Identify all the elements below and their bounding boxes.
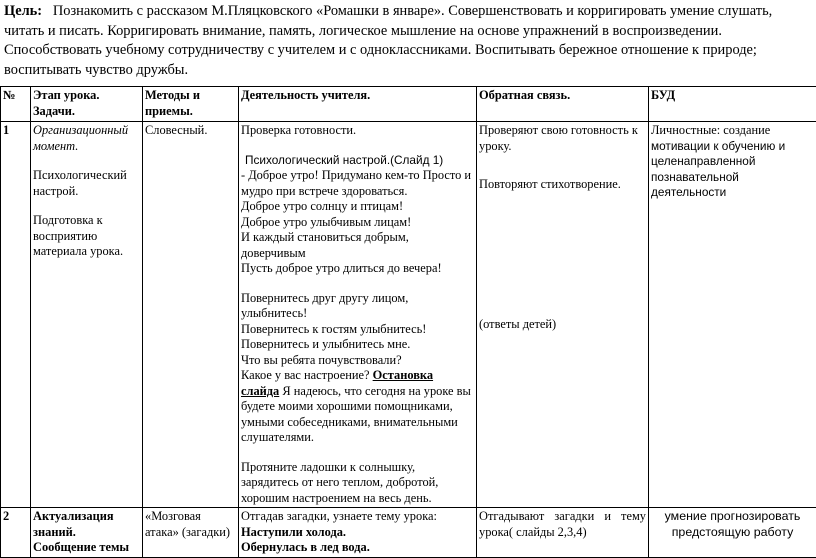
table-row <box>1 122 816 508</box>
teacher-line: Повернитесь к гостям улыбнитесь! <box>241 322 474 338</box>
row1-bud <box>649 122 816 508</box>
teacher-line: Пусть доброе утро длиться до вечера! <box>241 261 474 277</box>
goal-text-1: Познакомить с рассказом М.Пляцковского «Ромашки в январе». Совершенствовать и корригировать умение слушать, читать и писать. <box>4 3 772 39</box>
teacher-line: Доброе утро солнцу и птицам! <box>241 199 474 215</box>
header-teacher: Деятельность учителя. <box>239 87 477 122</box>
table-row <box>1 508 816 558</box>
teacher-line: Повернитесь и улыбнитесь мне. <box>241 337 474 353</box>
row1-num: 1 <box>1 122 31 508</box>
row2-teacher <box>239 508 477 558</box>
teacher-line: Протяните ладошки к солнышку, зарядитесь от него теплом, добротой, хорошим настроением на весь день. <box>241 460 474 507</box>
row1-stage <box>31 122 143 508</box>
row1-method: Словесный. <box>143 122 239 508</box>
row2-feedback: Отгадывают загадки и тему урока( слайды 2,3,4) <box>477 508 649 558</box>
row2-stage: Актуализация знаний. Сообщение темы <box>31 508 143 558</box>
goal-text-2: Корригировать внимание, память, логическое мышление на основе упражнений в воспроизведении. Способствовать учебному сотрудничеству с учителем и с одноклассниками. Воспитывать бережное отношение к природе; воспитывать чувство дружбы. <box>4 23 757 78</box>
row1-stage-sub1: Психологический настрой. <box>33 168 140 199</box>
teacher-line: Повернитесь друг другу лицом, улыбнитесь! <box>241 291 474 322</box>
header-stage: Этап урока. Задачи. <box>31 87 143 122</box>
row2-method: «Мозговая атака» (загадки) <box>143 508 239 558</box>
row1-stage-sub2: Подготовка к восприятию материала урока. <box>33 213 140 260</box>
bud-line: мотивации к обучению и целенаправленной познавательной деятельности <box>651 139 814 201</box>
feedback-line: (ответы детей) <box>479 317 646 333</box>
lesson-plan-table <box>0 86 816 558</box>
teacher-line: Наступили холода. <box>241 525 474 541</box>
row2-num: 2 <box>1 508 31 558</box>
lesson-goal <box>4 2 812 80</box>
teacher-line: - Доброе утро! Придумано кем-то Просто и мудро при встрече здороваться. <box>241 168 474 199</box>
header-methods: Методы и приемы. <box>143 87 239 122</box>
row1-stage-title: Организационный момент. <box>33 123 128 153</box>
feedback-line: Проверяют свою готовность к уроку. <box>479 123 646 154</box>
stop-slide-label: Остановка слайда <box>241 368 433 398</box>
table-header-row <box>1 87 816 122</box>
header-bud: БУД <box>649 87 816 122</box>
row1-teacher <box>239 122 477 508</box>
teacher-line: Обернулась в лед вода. <box>241 540 474 556</box>
bud-line: Личностные: создание <box>651 123 814 139</box>
row1-feedback <box>477 122 649 508</box>
teacher-line: Доброе утро улыбчивым лицам! <box>241 215 474 231</box>
teacher-line: И каждый становиться добрым, доверчивым <box>241 230 474 261</box>
teacher-line: Проверка готовности. <box>241 123 474 139</box>
header-num: № <box>1 87 31 122</box>
teacher-line: Какое у вас настроение? Остановка слайда Я надеюсь, что сегодня на уроке вы будете моими хорошими помощниками, умными собеседниками, внимательными слушателями. <box>241 368 474 446</box>
row2-bud: умение прогнозировать предстоящую работу <box>649 508 816 558</box>
teacher-line: Отгадав загадки, узнаете тему урока: <box>241 509 474 525</box>
teacher-line: Психологический настрой.(Слайд 1) <box>241 153 474 169</box>
goal-label: Цель: <box>4 3 42 19</box>
header-feedback: Обратная связь. <box>477 87 649 122</box>
feedback-line: Повторяют стихотворение. <box>479 177 646 193</box>
teacher-line: Что вы ребята почувствовали? <box>241 353 474 369</box>
